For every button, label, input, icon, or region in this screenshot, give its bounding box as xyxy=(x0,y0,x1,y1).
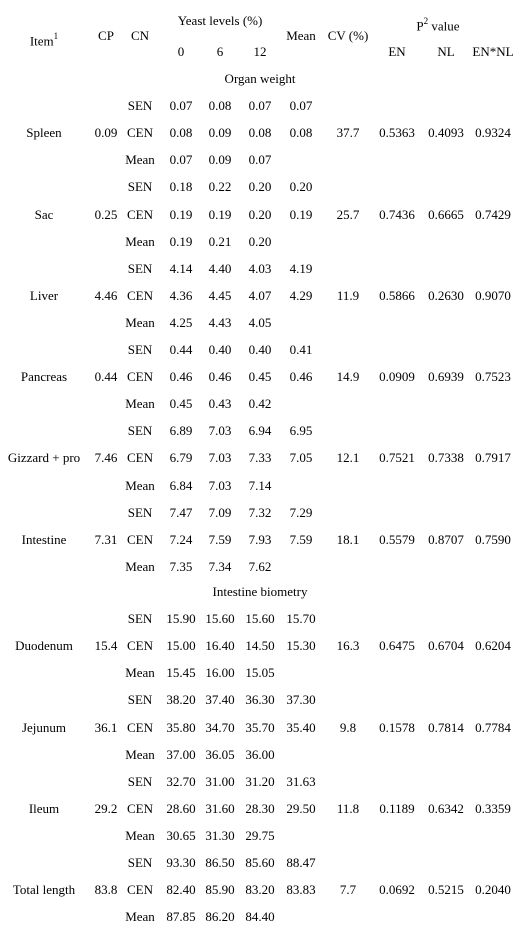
row-yeast-value: 29.75 xyxy=(245,827,275,843)
row-yeast-value: 16.00 xyxy=(205,665,235,681)
row-mean-value: 6.95 xyxy=(289,423,313,439)
row-p-value: 0.1189 xyxy=(379,800,415,816)
row-p-value: 0.1578 xyxy=(379,719,415,735)
row-p-value: 0.0909 xyxy=(379,369,415,385)
row-mean-value: 4.29 xyxy=(289,287,313,303)
row-mean-value: 0.46 xyxy=(289,369,313,385)
row-p-value: 0.7590 xyxy=(475,531,511,547)
row-item-label: Jejunum xyxy=(21,719,67,735)
row-cn-label: SEN xyxy=(127,260,153,276)
header-level-6: 6 xyxy=(216,44,224,59)
row-cv-value: 11.9 xyxy=(336,287,360,303)
row-p-value: 0.5363 xyxy=(379,125,415,141)
row-cp-value: 7.46 xyxy=(94,450,118,466)
row-yeast-value: 15.90 xyxy=(166,611,196,627)
row-yeast-value: 0.40 xyxy=(248,342,272,357)
row-yeast-value: 6.89 xyxy=(169,423,193,439)
row-yeast-value: 37.00 xyxy=(166,746,196,762)
row-cn-label: Mean xyxy=(125,152,155,168)
row-cp-value: 4.46 xyxy=(94,287,118,303)
row-yeast-value: 6.94 xyxy=(248,423,272,439)
row-yeast-value: 7.62 xyxy=(248,558,272,574)
row-cn-label: SEN xyxy=(127,504,153,520)
row-cp-value: 83.8 xyxy=(94,882,118,898)
row-cn-label: Mean xyxy=(125,746,155,762)
row-yeast-value: 31.60 xyxy=(205,800,235,816)
row-yeast-value: 82.40 xyxy=(166,882,196,898)
row-cp-value: 29.2 xyxy=(94,800,118,816)
row-yeast-value: 15.05 xyxy=(245,665,275,681)
row-mean-value: 0.41 xyxy=(289,342,313,357)
row-yeast-value: 0.08 xyxy=(169,125,193,141)
row-mean-value: 83.83 xyxy=(286,882,316,898)
row-yeast-value: 0.20 xyxy=(248,206,272,222)
row-item-label: Sac xyxy=(34,206,54,222)
row-cn-label: Mean xyxy=(125,665,155,681)
row-p-value: 0.9324 xyxy=(475,125,511,141)
row-yeast-value: 35.80 xyxy=(166,719,196,735)
row-yeast-value: 84.40 xyxy=(245,909,275,925)
row-mean-value: 15.30 xyxy=(286,638,316,654)
row-yeast-value: 14.50 xyxy=(245,638,275,654)
row-mean-value: 7.29 xyxy=(289,504,313,520)
row-cv-value: 37.7 xyxy=(336,125,360,141)
row-p-value: 0.2040 xyxy=(475,882,511,898)
row-cn-label: SEN xyxy=(127,692,153,708)
row-cv-value: 7.7 xyxy=(339,882,357,898)
row-yeast-value: 86.50 xyxy=(205,855,235,870)
row-yeast-value: 0.19 xyxy=(169,206,193,222)
row-p-value: 0.6939 xyxy=(428,369,464,385)
row-yeast-value: 7.47 xyxy=(169,504,193,520)
row-yeast-value: 7.03 xyxy=(208,423,232,439)
row-cn-label: CEN xyxy=(127,882,153,898)
header-p-en-nl: EN*NL xyxy=(472,44,514,59)
row-item-label: Intestine xyxy=(21,531,67,547)
row-cp-value: 15.4 xyxy=(94,638,118,654)
row-cn-label: SEN xyxy=(127,179,153,195)
row-item-label: Total length xyxy=(12,882,76,898)
row-p-value: 0.5215 xyxy=(428,882,464,898)
row-yeast-value: 7.24 xyxy=(169,531,193,547)
row-p-value: 0.7523 xyxy=(475,369,511,385)
row-yeast-value: 28.30 xyxy=(245,800,275,816)
row-yeast-value: 0.42 xyxy=(248,396,272,412)
row-yeast-value: 0.20 xyxy=(248,233,272,249)
row-p-value: 0.5866 xyxy=(379,287,415,303)
row-cn-label: Mean xyxy=(125,477,155,493)
header-p-value: $P^2$ value xyxy=(416,16,460,34)
row-yeast-value: 0.45 xyxy=(248,369,272,385)
row-yeast-value: 0.20 xyxy=(248,179,272,195)
row-yeast-value: 7.59 xyxy=(208,531,232,547)
row-p-value: 0.7917 xyxy=(475,450,511,466)
row-yeast-value: 85.60 xyxy=(245,855,275,870)
row-cp-value: 36.1 xyxy=(94,719,118,735)
row-item-label: Liver xyxy=(29,287,59,303)
row-mean-value: 88.47 xyxy=(286,855,316,870)
row-yeast-value: 7.03 xyxy=(208,450,232,466)
row-yeast-value: 0.46 xyxy=(208,369,232,385)
row-cn-label: CEN xyxy=(127,638,153,654)
row-mean-value: 0.08 xyxy=(289,125,313,141)
row-yeast-value: 4.14 xyxy=(169,260,193,276)
row-yeast-value: 16.40 xyxy=(205,638,235,654)
row-yeast-value: 7.14 xyxy=(248,477,272,493)
row-cn-label: SEN xyxy=(127,98,153,114)
row-cn-label: SEN xyxy=(127,342,153,357)
section-title: Organ weight xyxy=(224,71,296,86)
row-item-label: Duodenum xyxy=(15,638,73,654)
row-p-value: 0.4093 xyxy=(428,125,464,141)
row-yeast-value: 4.36 xyxy=(169,287,193,303)
header-p-en: EN xyxy=(388,44,406,59)
row-cn-label: Mean xyxy=(125,233,155,249)
row-cp-value: 7.31 xyxy=(94,531,118,547)
row-yeast-value: 31.00 xyxy=(205,773,235,789)
row-p-value: 0.7429 xyxy=(475,206,511,222)
row-yeast-value: 0.40 xyxy=(208,342,232,357)
row-p-value: 0.5579 xyxy=(379,531,415,547)
row-yeast-value: 0.07 xyxy=(169,152,193,168)
header-cn: CN xyxy=(130,28,150,43)
row-yeast-value: 0.07 xyxy=(248,152,272,168)
row-cn-label: Mean xyxy=(125,314,155,330)
row-yeast-value: 0.22 xyxy=(208,179,232,195)
row-cn-label: Mean xyxy=(125,396,155,412)
row-yeast-value: 87.85 xyxy=(166,909,196,925)
row-cn-label: SEN xyxy=(127,611,153,627)
header-yeast-levels: Yeast levels (%) xyxy=(177,13,263,28)
row-p-value: 0.8707 xyxy=(428,531,464,547)
row-cp-value: 0.09 xyxy=(94,125,118,141)
row-yeast-value: 35.70 xyxy=(245,719,275,735)
row-yeast-value: 86.20 xyxy=(205,909,235,925)
row-cn-label: Mean xyxy=(125,909,155,925)
row-p-value: 0.0692 xyxy=(379,882,415,898)
row-yeast-value: 0.19 xyxy=(208,206,232,222)
row-yeast-value: 4.03 xyxy=(248,260,272,276)
row-mean-value: 0.19 xyxy=(289,206,313,222)
row-yeast-value: 0.21 xyxy=(208,233,232,249)
row-mean-value: 0.20 xyxy=(289,179,313,195)
row-cp-value: 0.44 xyxy=(94,369,118,385)
row-mean-value: 37.30 xyxy=(286,692,316,708)
row-yeast-value: 7.35 xyxy=(169,558,193,574)
row-item-label: Gizzard + pro xyxy=(7,450,81,466)
row-yeast-value: 93.30 xyxy=(166,855,196,870)
row-cv-value: 25.7 xyxy=(336,206,360,222)
row-yeast-value: 32.70 xyxy=(166,773,196,789)
row-cv-value: 9.8 xyxy=(339,719,357,735)
row-yeast-value: 0.19 xyxy=(169,233,193,249)
row-yeast-value: 37.40 xyxy=(205,692,235,708)
header-item: Item$^1$ xyxy=(29,31,59,49)
row-mean-value: 35.40 xyxy=(286,719,316,735)
row-yeast-value: 7.93 xyxy=(248,531,272,547)
row-yeast-value: 0.07 xyxy=(248,98,272,114)
section-title: Intestine biometry xyxy=(212,584,308,599)
row-p-value: 0.9070 xyxy=(475,287,511,303)
header-level-12: 12 xyxy=(253,44,267,59)
row-yeast-value: 6.79 xyxy=(169,450,193,466)
row-yeast-value: 31.30 xyxy=(205,827,235,843)
row-cn-label: CEN xyxy=(127,450,153,466)
row-cn-label: SEN xyxy=(127,423,153,439)
row-yeast-value: 15.60 xyxy=(245,611,275,627)
row-cv-value: 18.1 xyxy=(336,531,360,547)
row-cp-value: 0.25 xyxy=(94,206,118,222)
row-yeast-value: 7.34 xyxy=(208,558,232,574)
row-yeast-value: 4.25 xyxy=(169,314,193,330)
row-p-value: 0.7521 xyxy=(379,450,415,466)
row-yeast-value: 15.00 xyxy=(166,638,196,654)
row-mean-value: 0.07 xyxy=(289,98,313,114)
header-level-0: 0 xyxy=(177,44,185,59)
row-cn-label: CEN xyxy=(127,719,153,735)
row-yeast-value: 36.05 xyxy=(205,746,235,762)
row-mean-value: 7.05 xyxy=(289,450,313,466)
row-yeast-value: 0.09 xyxy=(208,152,232,168)
row-yeast-value: 0.18 xyxy=(169,179,193,195)
row-p-value: 0.6475 xyxy=(379,638,415,654)
row-yeast-value: 7.32 xyxy=(248,504,272,520)
row-mean-value: 29.50 xyxy=(286,800,316,816)
row-yeast-value: 36.00 xyxy=(245,746,275,762)
row-cn-label: SEN xyxy=(127,773,153,789)
row-p-value: 0.6704 xyxy=(428,638,464,654)
row-cv-value: 14.9 xyxy=(336,369,360,385)
row-cn-label: SEN xyxy=(127,855,153,870)
row-yeast-value: 0.46 xyxy=(169,369,193,385)
row-yeast-value: 0.07 xyxy=(169,98,193,114)
row-cv-value: 11.8 xyxy=(336,800,360,816)
row-p-value: 0.7814 xyxy=(428,719,464,735)
row-yeast-value: 7.09 xyxy=(208,504,232,520)
row-yeast-value: 0.43 xyxy=(208,396,232,412)
row-yeast-value: 85.90 xyxy=(205,882,235,898)
row-cn-label: CEN xyxy=(127,369,153,385)
row-yeast-value: 15.45 xyxy=(166,665,196,681)
row-yeast-value: 0.44 xyxy=(169,342,193,357)
row-cn-label: CEN xyxy=(127,125,153,141)
row-yeast-value: 31.20 xyxy=(245,773,275,789)
header-p-nl: NL xyxy=(437,44,455,59)
row-p-value: 0.7784 xyxy=(475,719,511,735)
row-mean-value: 31.63 xyxy=(286,773,316,789)
row-yeast-value: 0.09 xyxy=(208,125,232,141)
row-p-value: 0.6204 xyxy=(475,638,511,654)
row-p-value: 0.7338 xyxy=(428,450,464,466)
row-yeast-value: 4.05 xyxy=(248,314,272,330)
row-p-value: 0.6665 xyxy=(428,206,464,222)
row-yeast-value: 7.33 xyxy=(248,450,272,466)
row-mean-value: 4.19 xyxy=(289,260,313,276)
row-p-value: 0.6342 xyxy=(428,800,464,816)
header-cv: CV (%) xyxy=(327,28,369,43)
row-yeast-value: 34.70 xyxy=(205,719,235,735)
row-yeast-value: 30.65 xyxy=(166,827,196,843)
row-item-label: Pancreas xyxy=(20,369,68,385)
row-yeast-value: 28.60 xyxy=(166,800,196,816)
row-cn-label: CEN xyxy=(127,800,153,816)
row-yeast-value: 4.43 xyxy=(208,314,232,330)
row-yeast-value: 38.20 xyxy=(166,692,196,708)
row-mean-value: 7.59 xyxy=(289,531,313,547)
row-p-value: 0.3359 xyxy=(475,800,511,816)
row-cn-label: CEN xyxy=(127,206,153,222)
row-item-label: Ileum xyxy=(28,800,60,816)
row-item-label: Spleen xyxy=(26,125,62,141)
row-yeast-value: 0.08 xyxy=(248,125,272,141)
row-yeast-value: 0.45 xyxy=(169,396,193,412)
row-cv-value: 16.3 xyxy=(336,638,360,654)
header-mean: Mean xyxy=(286,28,316,43)
row-yeast-value: 15.60 xyxy=(205,611,235,627)
row-cn-label: CEN xyxy=(127,287,153,303)
row-yeast-value: 4.45 xyxy=(208,287,232,303)
row-p-value: 0.7436 xyxy=(379,206,415,222)
row-cn-label: Mean xyxy=(125,827,155,843)
header-cp: CP xyxy=(98,28,114,43)
row-yeast-value: 7.03 xyxy=(208,477,232,493)
row-yeast-value: 36.30 xyxy=(245,692,275,708)
row-cn-label: Mean xyxy=(125,558,155,574)
row-yeast-value: 83.20 xyxy=(245,882,275,898)
row-cn-label: CEN xyxy=(127,531,153,547)
row-yeast-value: 4.07 xyxy=(248,287,272,303)
row-yeast-value: 0.08 xyxy=(208,98,232,114)
row-p-value: 0.2630 xyxy=(428,287,464,303)
row-yeast-value: 4.40 xyxy=(208,260,232,276)
row-yeast-value: 6.84 xyxy=(169,477,193,493)
row-cv-value: 12.1 xyxy=(336,450,360,466)
row-mean-value: 15.70 xyxy=(286,611,316,627)
